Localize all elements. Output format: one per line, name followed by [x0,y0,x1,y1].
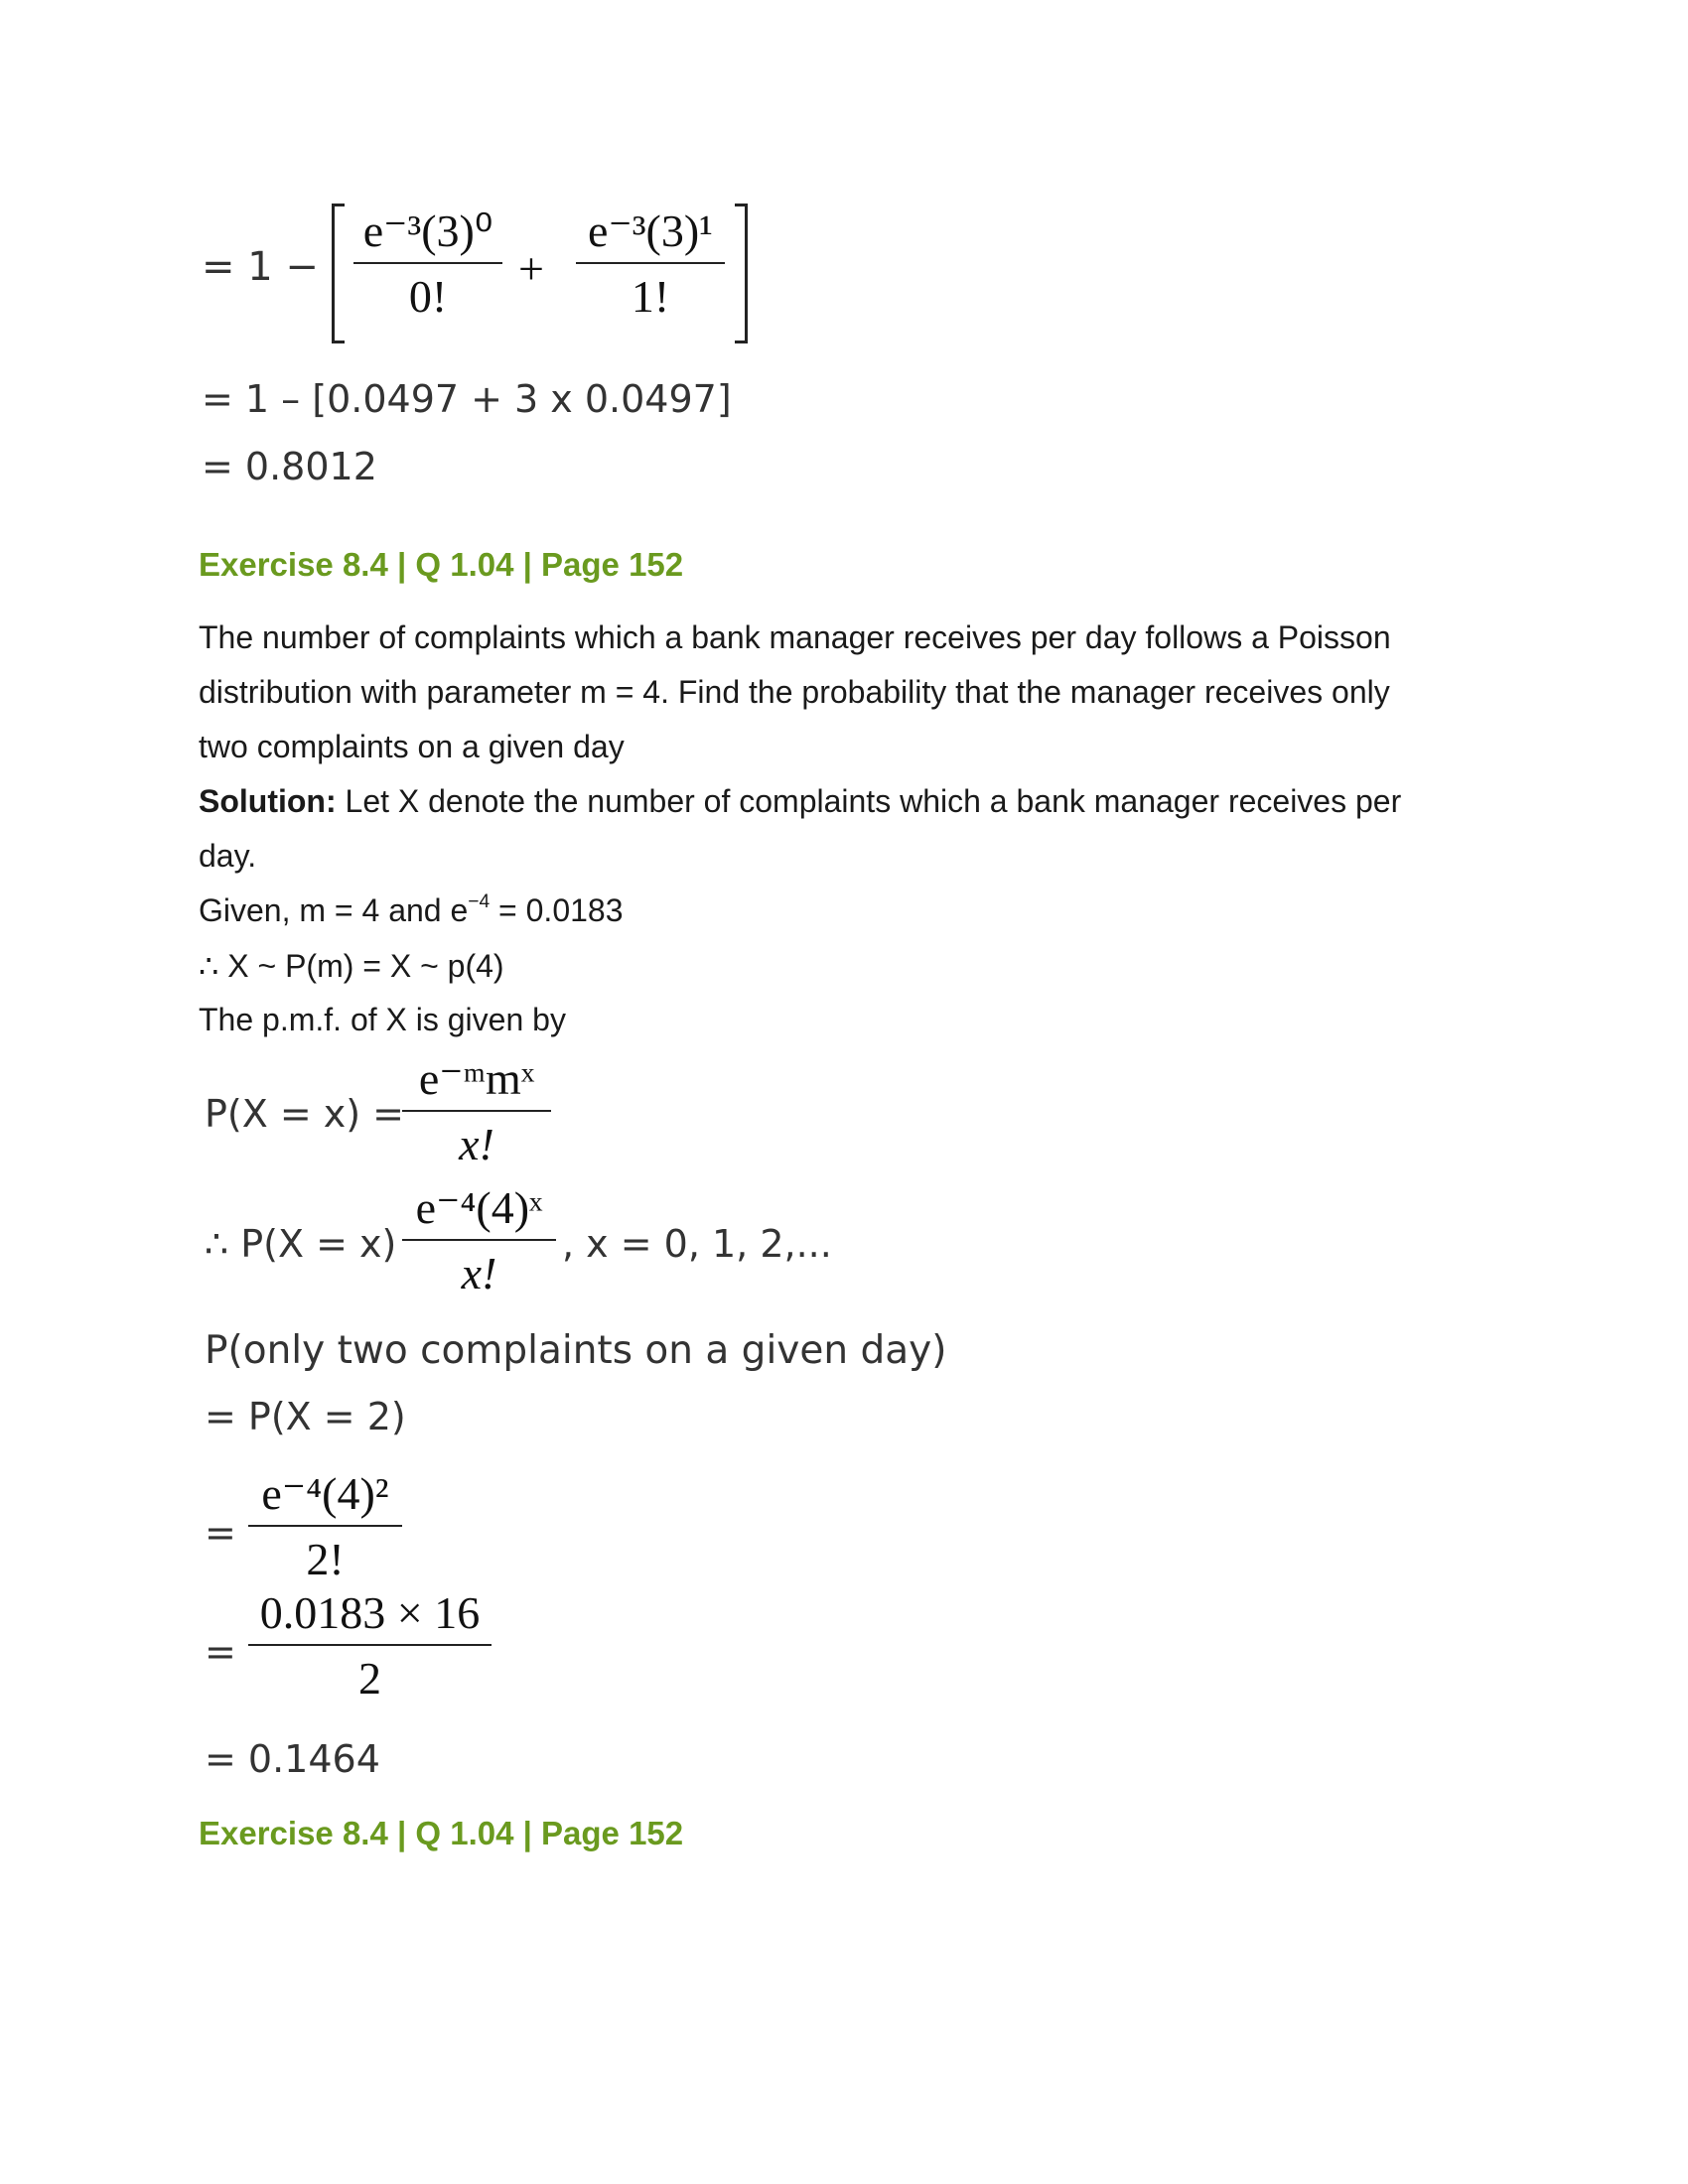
solution-line-1: Solution: Let X denote the number of complaints which a bank manager receives per [199,783,1402,819]
fraction-e3-3pow1-over-1fact: e⁻³(3)¹ 1! [576,208,725,320]
pmf-lhs-therefore: ∴ P(X = x) [205,1222,397,1266]
given-line: Given, m = 4 and $e^{-4} = 0.0183$ [199,890,624,928]
final-title: P(only two complaints on a given day) [205,1328,947,1373]
pmf-intro: The p.m.f. of X is given by [199,1002,566,1037]
solution-label: Solution: [199,783,337,819]
calc-line2: = 1 – [0.0497 + 3 x 0.0497] [202,377,732,421]
final-fraction-2: 0.0183 × 16 2 [248,1590,492,1702]
calc-line1-prefix: = 1 − [202,244,319,290]
question-line-3: two complaints on a given day [199,729,625,764]
calc-line3: = 0.8012 [202,445,377,488]
pmf-fraction: e⁻ᵐmˣ x! [402,1056,551,1167]
final-result: = 0.1464 [205,1737,380,1781]
pmf-range: , x = 0, 1, 2,... [562,1222,832,1266]
pmf-fraction-m4: e⁻⁴(4)ˣ x! [402,1185,556,1297]
final-eq-1: = [205,1511,236,1555]
final-eq-2: = [205,1630,236,1674]
fraction-e3-3pow0-over-0fact: e⁻³(3)⁰ 0! [353,208,502,320]
exercise-heading: Exercise 8.4 | Q 1.04 | Page 152 [199,546,684,583]
distribution-line: ∴ X ~ P(m) = X ~ p(4) [199,948,504,984]
final-fraction-1: e⁻⁴(4)² 2! [248,1471,402,1582]
question-line-2: distribution with parameter m = 4. Find the probability that the manager receives only [199,674,1390,710]
solution-line-2: day. [199,838,257,874]
left-bracket [332,204,345,343]
exercise-heading-next: Exercise 8.4 | Q 1.04 | Page 152 [199,1815,684,1851]
question-line-1: The number of complaints which a bank manager receives per day follows a Poisson [199,619,1391,655]
final-step1: = P(X = 2) [205,1395,406,1438]
pmf-lhs: P(X = x) = [205,1092,405,1136]
right-bracket [735,204,748,343]
plus-sign: + [518,243,544,294]
